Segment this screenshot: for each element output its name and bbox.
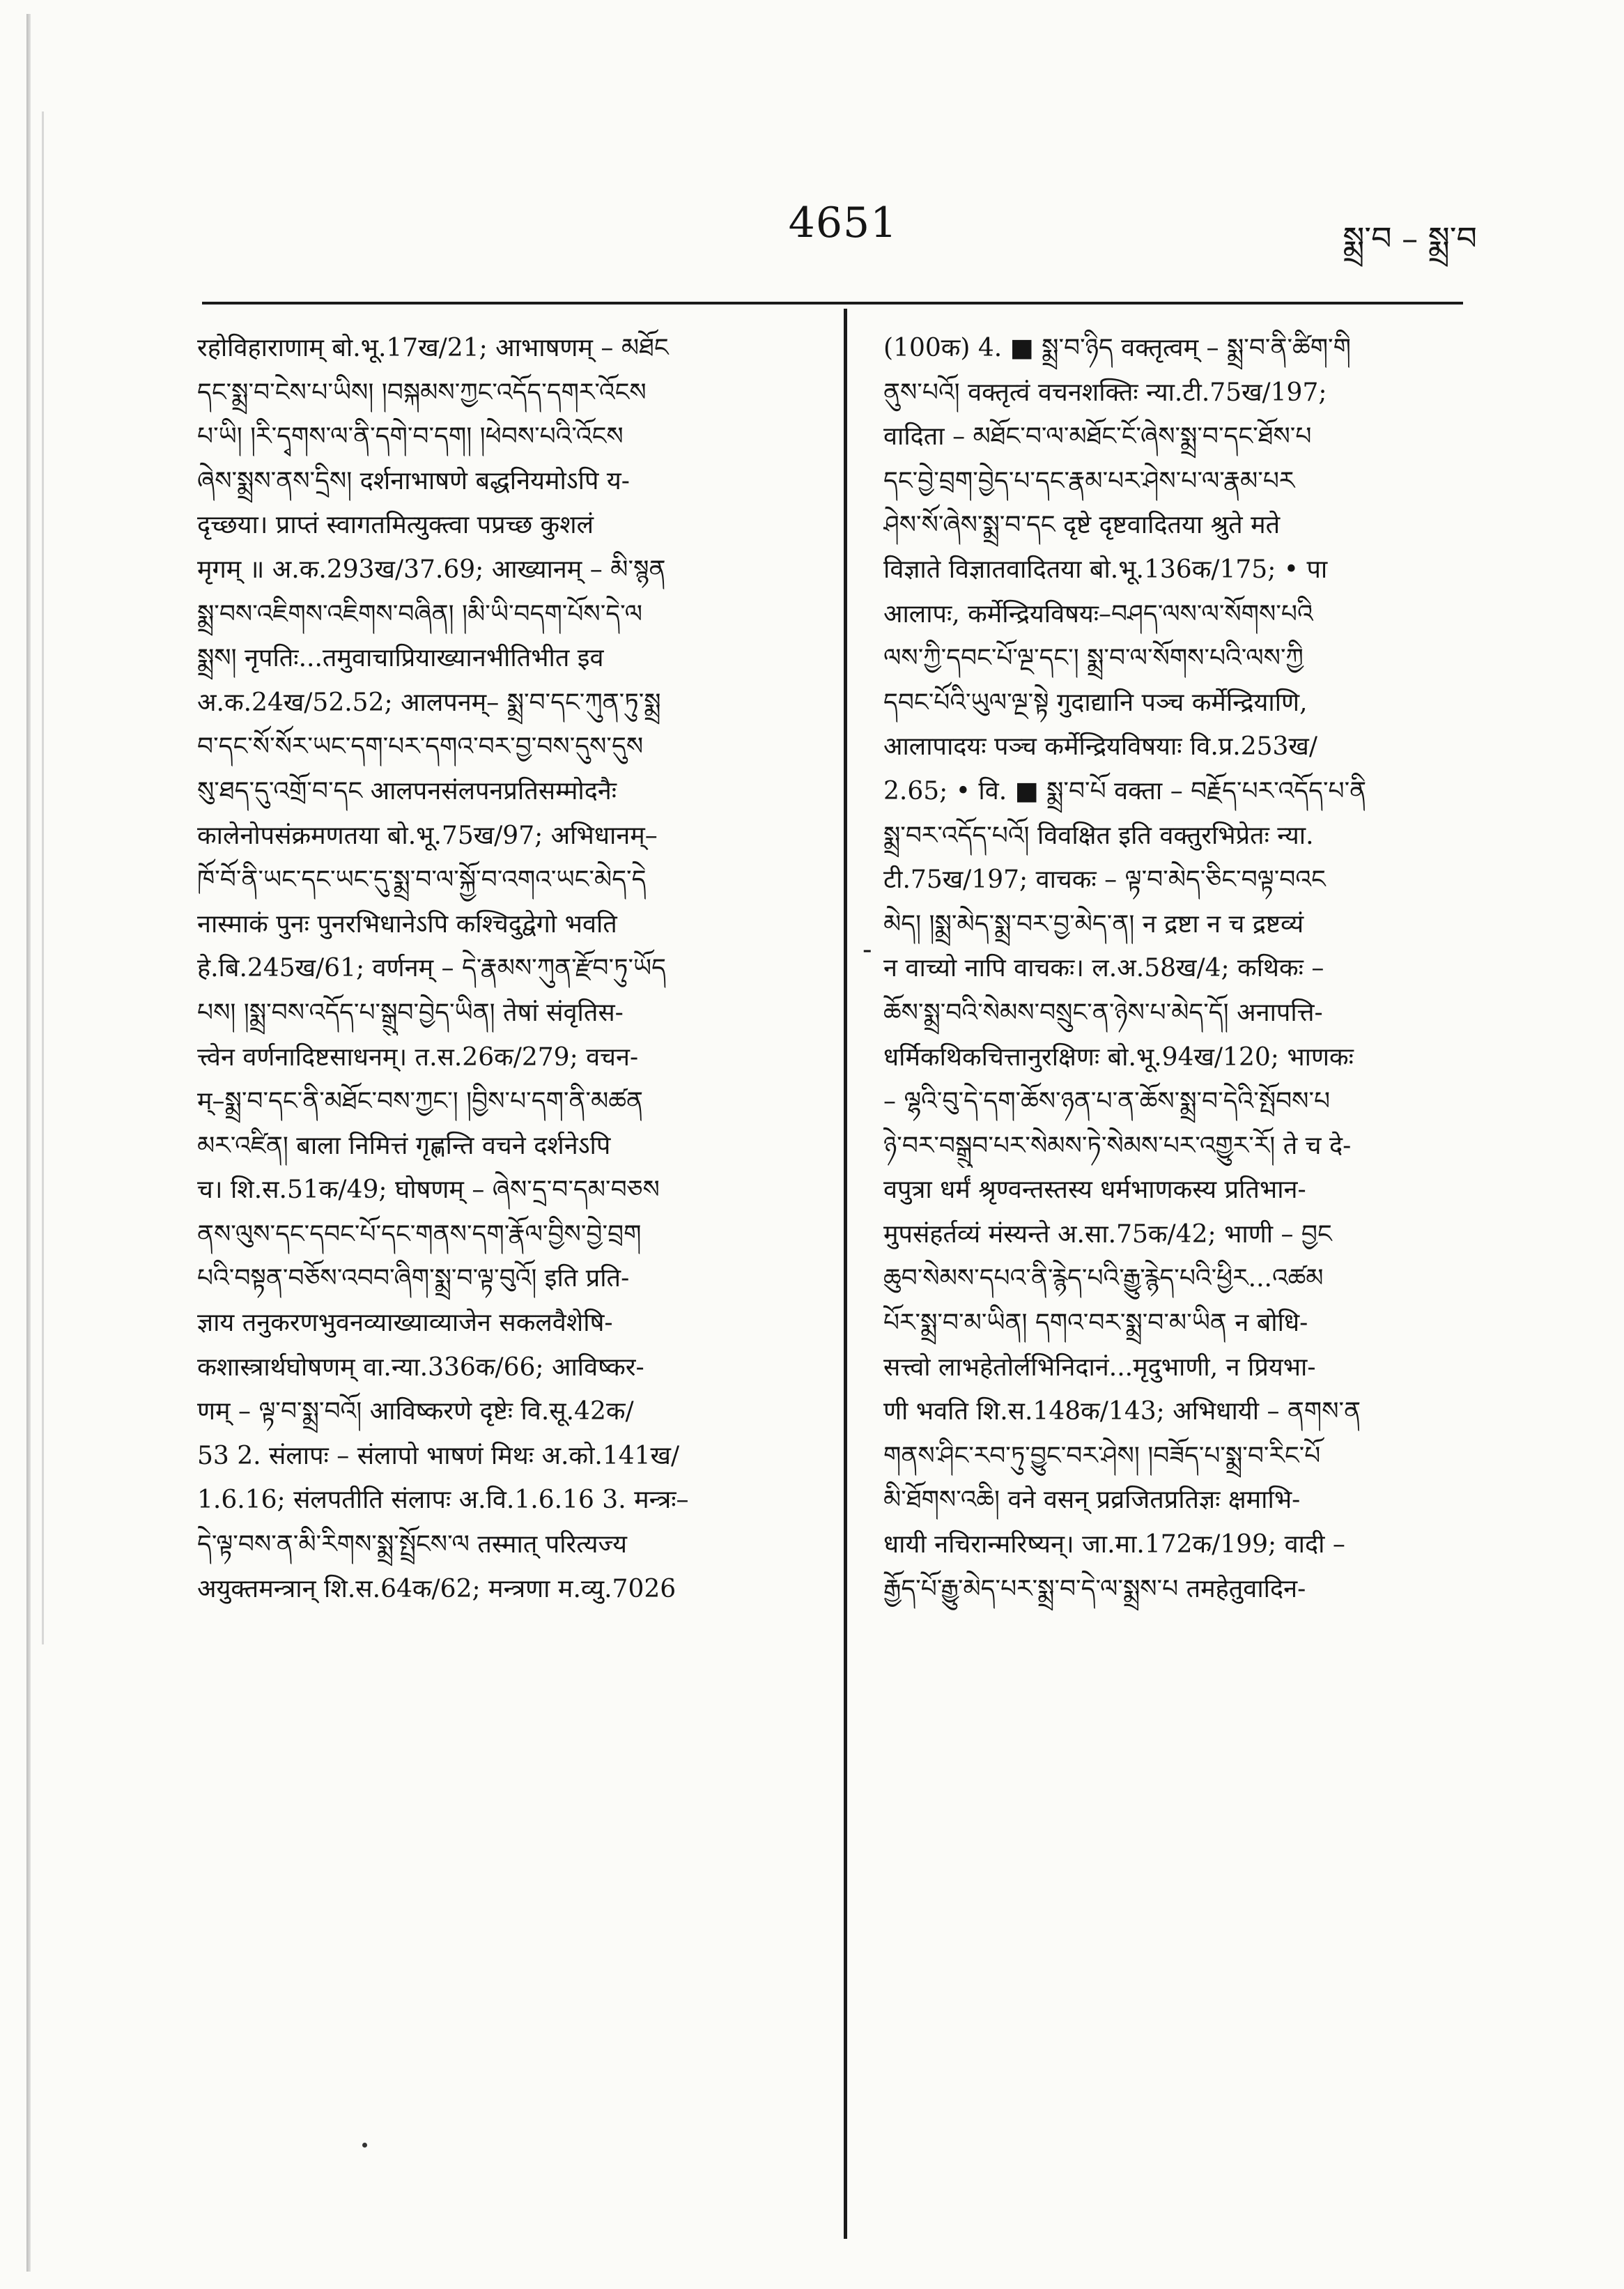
text-line: आलापादयः पञ्च कर्मेन्द्रियविषयाः वि.प्र.253ख/: [883, 732, 1317, 762]
text-line: མར་འཛིན། बाला निमित्तं गृह्णन्ति वचने दर्शनेऽपि: [197, 1131, 611, 1160]
text-line: वपुत्रा धर्मं श्रृण्वन्तस्तस्य धर्मभाणकस्य प्रतिभान-: [883, 1176, 1306, 1205]
text-line: དང་བྱེ་བྲག་བྱེད་པ་དང་རྣམ་པར་ཤེས་པ་ལ་རྣམ་པར: [883, 466, 1295, 495]
text-line: མི་ཐོགས་འཆི། वने वसन् प्रव्रजितप्रतिज्ञः क्षमाभि-: [883, 1486, 1301, 1515]
text-line: པོར་སྨྲ་བ་མ་ཡིན། དགའ་བར་སྨྲ་བ་མ་ཡིན न बोधि-: [883, 1309, 1308, 1338]
text-line: གནས་ཤིང་རབ་ཏུ་བྱུང་བར་ཤེས། །བཟོད་པ་སྨྲ་བ་རིང་པོ: [883, 1441, 1321, 1470]
text-line: धायी नचिरान्मरिष्यन्। जा.मा.172क/199; वादी –: [883, 1530, 1345, 1559]
text-line: སུ་ཐད་དུ་འགྲོ་བ་དང आलपनसंलपनप्रतिसम्मोदनैः: [197, 776, 617, 806]
text-line: ལས་ཀྱི་དབང་པོ་ལྔ་དང་། སྨྲ་བ་ལ་སོགས་པའི་ལས་ཀྱི: [883, 644, 1304, 673]
text-line: བ་དང་སོ་སོར་ཡང་དག་པར་དགའ་བར་བྱ་བས་དུས་དུས: [197, 732, 644, 762]
text-line: རྒྱོད་པོ་རྒྱུ་མེད་པར་སྨྲ་བ་དེ་ལ་སྨྲས་པ तमहेतुवादिन-: [883, 1574, 1306, 1603]
text-line: – ལྷའི་བུ་དེ་དག་ཆོས་ཉན་པ་ན་ཆོས་སྨྲ་བ་དེའི་སྤོབས་པ: [883, 1087, 1331, 1116]
text-line: अ.क.24ख/52.52; आलपनम्– སྨྲ་བ་དང་ཀུན་ཏུ་སྨྲ: [197, 688, 661, 717]
column-divider: [844, 309, 847, 2239]
text-line: མེད། །སྨྲ་མེད་སྨྲ་བར་བྱ་མེད་ན། न द्रष्टा न च द्रष्टव्यं: [883, 909, 1304, 939]
text-line: आलापः, कर्मेन्द्रियविषयः–བཤད་ལས་ལ་སོགས་པའི: [883, 599, 1313, 629]
text-line: ཆུབ་སེམས་དཔའ་ནི་རྙེད་པའི་རྒྱུ་རྙེད་པའི་ཕྱིར...འཚམ: [883, 1264, 1324, 1293]
text-line: པས། །སྨྲ་བས་འདོད་པ་སྒྲུབ་བྱེད་ཡིན། तेषां संवृतिस-: [197, 998, 624, 1027]
text-line: विज्ञाते विज्ञातवादितया बो.भू.136क/175; • पा: [883, 555, 1328, 584]
text-line: ཆོས་སྨྲ་བའི་སེམས་བསྲུང་ན་ཉེས་པ་མེད་དོ། अनापत्ति-: [883, 998, 1323, 1027]
text-line: (100क) 4. ■ སྨྲ་བ་ཉིད वक्तृत्वम् – སྨྲ་བ་ནི་ཚིག་གི: [883, 334, 1351, 362]
text-line: कशास्त्रार्थघोषणम् वा.न्या.336क/66; आविष्कर-: [197, 1352, 644, 1382]
stray-dot: [362, 2143, 367, 2148]
text-line: ནས་ལུས་དང་དབང་པོ་དང་གནས་དག་རྣོལ་བྱིས་བྱེ་བྲག: [197, 1219, 642, 1249]
text-line: པའི་བསྟན་བཅོས་འབབ་ཞིག་སྨྲ་བ་ལྟ་བུའོ། इति प्रति-: [197, 1264, 630, 1293]
text-line: हे.बि.245ख/61; वर्णनम् – དེ་རྣམས་ཀུན་རྫོབ་ཏུ་ཡོད: [197, 954, 666, 983]
text-line: रहोविहाराणाम् बो.भू.17ख/21; आभाषणम् – མཐོང: [197, 334, 669, 362]
text-line: न वाच्यो नापि वाचकः। ल.अ.58ख/4; कथिकः –: [883, 954, 1324, 983]
text-line: णी भवति शि.स.148क/143; अभिधायी – ནགས་ན: [883, 1397, 1361, 1426]
text-line: 53 2. संलापः – संलापो भाषणं मिथः अ.को.141ख/: [197, 1441, 680, 1470]
right-column: [883, 326, 1493, 1611]
text-line: སྨྲ་བར་འདོད་པའོ། विवक्षित इति वक्तुरभिप्रेतः न्या.: [883, 821, 1314, 850]
margin-dash: -: [863, 934, 872, 966]
text-line: ཁོ་བོ་ནི་ཡང་དང་ཡང་དུ་སྨྲ་བ་ལ་སྐྱོ་བ་འགའ་ཡང་མེད་དེ: [197, 865, 647, 895]
text-line: वादिता – མཐོང་བ་ལ་མཐོང་ངོ་ཞེས་སྨྲ་བ་དང་ཐོས་པ: [883, 422, 1312, 452]
text-line: ज्ञाय तनुकरणभुवनव्याख्याव्याजेन सकलवैशेषि-: [197, 1309, 613, 1338]
text-line: कालेनोपसंक्रमणतया बो.भू.75ख/97; अभिधानम्–: [197, 821, 658, 850]
text-line: དེ་ལྟ་བས་ན་མི་རིགས་སྨྲ་སྤྲོངས་ལ तस्मात् परित्यज्य: [197, 1530, 628, 1559]
text-line: 1.6.16; संलपतीति संलापः अ.वि.1.6.16 3. मन्त्रः–: [197, 1486, 689, 1515]
text-line: धर्मिकथिकचित्तानुरक्षिणः बो.भू.94ख/120; भाणकः: [883, 1042, 1354, 1072]
text-line: སྨྲས། नृपतिः...तमुवाचाप्रियाख्यानभीतिभीत इव: [197, 644, 604, 673]
text-line: ཉེ་བར་བསྒྲུབ་པར་སེམས་ཏེ་སེམས་པར་འགྱུར་རོ། ते च दे-: [883, 1131, 1352, 1160]
header-rule: [202, 302, 1463, 305]
running-head: སྨྲ་བ – སྨྲ་བ: [1343, 219, 1477, 257]
text-line: ཞེས་སྨྲས་ནས་དྲིས། दर्शनाभाषणे बद्धनियमोऽपि य-: [197, 466, 630, 495]
left-column: [197, 326, 807, 1611]
text-line: པ་ཡི། །རི་དྭགས་ལ་ནི་དགེ་བ་དག། །ཕེབས་པའི་འོངས: [197, 422, 624, 452]
text-line: टी.75ख/197; वाचकः – ལྟ་བ་མེད་ཅིང་བལྟ་བའང: [883, 865, 1326, 895]
page-number: 4651: [788, 199, 898, 247]
text-line: सत्त्वो लाभहेतोर्लभिनिदानं...मृदुभाणी, न प्रियभा-: [883, 1352, 1316, 1382]
text-line: त्त्वेन वर्णनादिष्टसाधनम्। त.स.26क/279; वचन-: [197, 1042, 639, 1072]
text-line: णम् – ལྟ་བ་སྨྲ་བའོ། आविष्करणे दृष्टेः वि.सू.42क/: [197, 1397, 634, 1426]
text-line: དབང་པོའི་ཡུལ་ལྔ་སྟེ गुदाद्यानि पञ्च कर्मेन्द्रियाणि,: [883, 688, 1308, 717]
text-line: སྨྲ་བས་འཇིགས་འཇིགས་བཞིན། །མི་ཡི་བདག་པོས་དེ་ལ: [197, 599, 643, 629]
text-line: दृच्छया। प्राप्तं स्वागतमित्युक्त्वा पप्रच्छ कुशलं: [197, 511, 594, 540]
text-line: ནུས་པའོ། वक्तृत्वं वचनशक्तिः न्या.टी.75ख/197;: [883, 378, 1327, 407]
text-line: मृगम् ॥ अ.क.293ख/37.69; आख्यानम् – མི་སྙན: [197, 555, 666, 584]
scan-binding-shadow: [42, 111, 44, 1644]
text-line: म्–སྨྲ་བ་དང་ནི་མཐོང་བས་ཀྱང་། །བྱིས་པ་དག་ནི་མཚན: [197, 1087, 643, 1116]
text-line: अयुक्तमन्त्रान् शि.स.64क/62; मन्त्रणा म.व्यु.7026: [197, 1574, 676, 1603]
text-line: च। शि.स.51क/49; घोषणम् – ཞེས་དྲ་བ་དམ་བཅས: [197, 1176, 660, 1205]
text-line: དང་སྨྲ་བ་ངེས་པ་ཡིས། །བསྐམས་ཀྱང་འདོད་དགར་འོངས: [197, 378, 647, 407]
text-line: मुपसंहर्तव्यं मंस्यन्ते अ.सा.75क/42; भाणी – བྱང: [883, 1219, 1332, 1249]
text-line: 2.65; • वि. ■ སྨྲ་བ་པོ वक्ता – བརྗོད་པར་འདོད་པ་ནི: [883, 776, 1367, 806]
scan-binding-edge: [26, 14, 31, 2272]
text-line: नास्माकं पुनः पुनरभिधानेऽपि कश्चिदुद्वेगो भवति: [197, 909, 617, 939]
text-line: ཤེས་སོ་ཞེས་སྨྲ་བ་དང दृष्टे दृष्टवादितया श्रुते मते: [883, 511, 1281, 540]
